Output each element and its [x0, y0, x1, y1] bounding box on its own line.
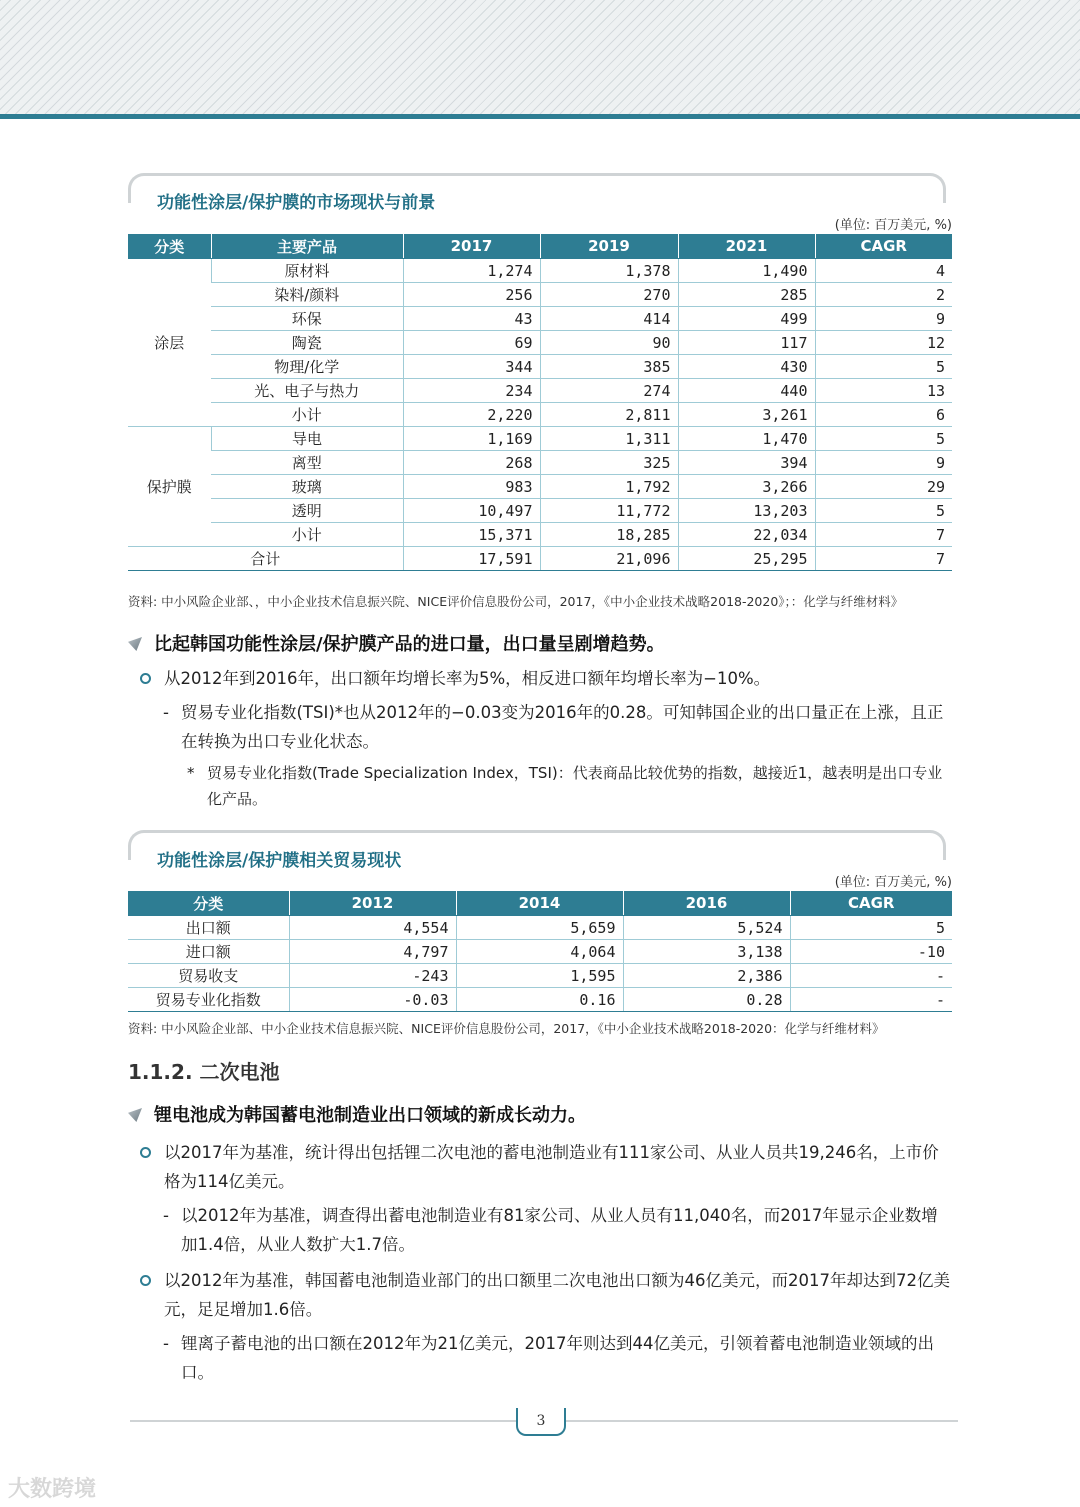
total-row [128, 547, 952, 571]
product-cell: 陶瓷 [211, 331, 403, 355]
page-number: 3 [516, 1408, 566, 1436]
group-cell: 涂层 [128, 259, 211, 427]
product-cell: 环保 [211, 307, 403, 331]
value-cell: 5,524 [623, 916, 790, 940]
cagr-cell: 29 [815, 475, 952, 499]
product-cell: 光、电子与热力 [211, 379, 403, 403]
value-cell: 499 [678, 307, 815, 331]
cagr-cell: 7 [815, 523, 952, 547]
value-cell: 1,792 [540, 475, 678, 499]
table-row [128, 259, 952, 283]
col-header: 2014 [456, 891, 623, 916]
col-header: 分类 [128, 891, 289, 916]
product-cell: 透明 [211, 499, 403, 523]
value-cell: 1,311 [540, 427, 678, 451]
col-header: 分类 [128, 234, 211, 259]
value-cell: 17,591 [403, 547, 540, 571]
circle-item: 从2012年到2016年，出口额年均增长率为5%，相反进口额年均增长率为−10%。 [140, 664, 952, 693]
product-cell: 小计 [211, 523, 403, 547]
product-cell: 原材料 [211, 259, 403, 283]
value-cell: 18,285 [540, 523, 678, 547]
table-row [128, 964, 952, 988]
value-cell: 4,064 [456, 940, 623, 964]
table-row [128, 451, 952, 475]
value-cell: 4,554 [289, 916, 456, 940]
category-cell: 贸易收支 [128, 964, 289, 988]
product-cell: 物理/化学 [211, 355, 403, 379]
cagr-cell: -10 [790, 940, 952, 964]
header-pattern [0, 0, 1080, 114]
value-cell: 2,811 [540, 403, 678, 427]
table-row [128, 940, 952, 964]
cagr-cell: 13 [815, 379, 952, 403]
table-row [128, 355, 952, 379]
headline-1: 比起韩国功能性涂层/保护膜产品的进口量，出口量呈剧增趋势。 [128, 630, 665, 656]
cagr-cell: - [790, 988, 952, 1012]
value-cell: 4,797 [289, 940, 456, 964]
col-header: 2019 [540, 234, 678, 259]
value-cell: 2,386 [623, 964, 790, 988]
value-cell: 0.28 [623, 988, 790, 1012]
value-cell: 1,490 [678, 259, 815, 283]
table-row [128, 283, 952, 307]
cagr-cell: 5 [815, 427, 952, 451]
value-cell: 440 [678, 379, 815, 403]
category-cell: 出口额 [128, 916, 289, 940]
table-row [128, 499, 952, 523]
value-cell: 414 [540, 307, 678, 331]
table-row [128, 916, 952, 940]
footnote: * 贸易专业化指数(Trade Specialization Index，TSI)：代表商品比较优势的指数，越接近1，越表明是出口专业化产品。 [187, 764, 943, 808]
category-cell: 贸易专业化指数 [128, 988, 289, 1012]
table-header-row [128, 234, 952, 259]
cagr-cell: 5 [815, 355, 952, 379]
circle-bullet-icon [140, 1147, 151, 1158]
total-label: 合计 [128, 547, 403, 571]
cagr-cell: 9 [815, 307, 952, 331]
value-cell: 43 [403, 307, 540, 331]
table-row [128, 523, 952, 547]
product-cell: 小计 [211, 403, 403, 427]
col-header: 主要产品 [211, 234, 403, 259]
value-cell: 256 [403, 283, 540, 307]
table2-title: 功能性涂层/保护膜相关贸易现状 [157, 851, 402, 871]
value-cell: 430 [678, 355, 815, 379]
cagr-cell: 12 [815, 331, 952, 355]
table-row [128, 379, 952, 403]
header-rule [0, 114, 1080, 119]
value-cell: 1,378 [540, 259, 678, 283]
col-header: 2016 [623, 891, 790, 916]
value-cell: 344 [403, 355, 540, 379]
value-cell: 1,470 [678, 427, 815, 451]
value-cell: 394 [678, 451, 815, 475]
table-row [128, 331, 952, 355]
value-cell: 3,261 [678, 403, 815, 427]
table-row [128, 475, 952, 499]
group-cell: 保护膜 [128, 427, 211, 547]
cagr-cell: 6 [815, 403, 952, 427]
value-cell: 10,497 [403, 499, 540, 523]
value-cell: 1,169 [403, 427, 540, 451]
value-cell: 15,371 [403, 523, 540, 547]
dash-item: - 贸易专业化指数(TSI)*也从2012年的−0.03变为2016年的0.28。可知韩国企业的出口量正在上涨，且正在转换为出口专业化状态。 [163, 703, 944, 751]
col-header: CAGR [790, 891, 952, 916]
value-cell: 0.16 [456, 988, 623, 1012]
cagr-cell: 2 [815, 283, 952, 307]
table-row [128, 403, 952, 427]
cagr-cell: - [790, 964, 952, 988]
product-cell: 玻璃 [211, 475, 403, 499]
value-cell: 1,274 [403, 259, 540, 283]
value-cell: 274 [540, 379, 678, 403]
col-header: CAGR [815, 234, 952, 259]
cagr-cell: 9 [815, 451, 952, 475]
circle-bullet-icon [140, 673, 151, 684]
watermark: 大数跨境 [8, 1477, 97, 1502]
value-cell: 268 [403, 451, 540, 475]
table-row [128, 307, 952, 331]
circle-item: 以2012年为基准，韩国蓄电池制造业部门的出口额里二次电池出口额为46亿美元，而2017年却达到72亿美元，足足增加1.6倍。 [140, 1266, 952, 1324]
cagr-cell: 5 [790, 916, 952, 940]
dash-item: - 以2012年为基准，调查得出蓄电池制造业有81家公司、从业人员有11,040名，而2017年显示企业数增加1.4倍，从业人数扩大1.7倍。 [163, 1206, 938, 1254]
value-cell: 1,595 [456, 964, 623, 988]
category-cell: 进口额 [128, 940, 289, 964]
value-cell: 3,138 [623, 940, 790, 964]
bullet-arrow-icon [128, 1108, 142, 1122]
product-cell: 离型 [211, 451, 403, 475]
value-cell: 25,295 [678, 547, 815, 571]
product-cell: 导电 [211, 427, 403, 451]
value-cell: 3,266 [678, 475, 815, 499]
col-header: 2017 [403, 234, 540, 259]
value-cell: -0.03 [289, 988, 456, 1012]
value-cell: 325 [540, 451, 678, 475]
table1-title: 功能性涂层/保护膜的市场现状与前景 [157, 193, 436, 213]
value-cell: 234 [403, 379, 540, 403]
value-cell: 285 [678, 283, 815, 307]
table-row [128, 427, 952, 451]
section-heading: 1.1.2. 二次电池 [128, 1060, 280, 1084]
value-cell: 5,659 [456, 916, 623, 940]
value-cell: 117 [678, 331, 815, 355]
market-table [128, 234, 952, 571]
cagr-cell: 5 [815, 499, 952, 523]
product-cell: 染料/颜料 [211, 283, 403, 307]
circle-bullet-icon [140, 1275, 151, 1286]
table-header-row [128, 891, 952, 916]
value-cell: 90 [540, 331, 678, 355]
table1-source: 资料: 中小风险企业部、，中小企业技术信息振兴院、NICE评价信息股份公司，2017，《中小企业技术战略2018-2020》；：化学与纤维材料》 [128, 594, 904, 609]
value-cell: 385 [540, 355, 678, 379]
cagr-cell: 4 [815, 259, 952, 283]
headline-2: 锂电池成为韩国蓄电池制造业出口领域的新成长动力。 [128, 1101, 586, 1127]
table1-unit: (单位: 百万美元, %) [834, 218, 952, 233]
value-cell: -243 [289, 964, 456, 988]
trade-table [128, 891, 952, 1012]
value-cell: 21,096 [540, 547, 678, 571]
value-cell: 69 [403, 331, 540, 355]
table2-source: 资料: 中小风险企业部、中小企业技术信息振兴院、NICE评价信息股份公司，2017，《中小企业技术战略2018-2020：化学与纤维材料》 [128, 1021, 885, 1036]
col-header: 2021 [678, 234, 815, 259]
value-cell: 22,034 [678, 523, 815, 547]
value-cell: 270 [540, 283, 678, 307]
table-row [128, 988, 952, 1012]
value-cell: 983 [403, 475, 540, 499]
circle-item: 以2017年为基准，统计得出包括锂二次电池的蓄电池制造业有111家公司、从业人员共19,246名，上市价格为114亿美元。 [140, 1138, 952, 1196]
cagr-cell: 7 [815, 547, 952, 571]
bullet-arrow-icon [128, 637, 142, 651]
table2-unit: (单位: 百万美元, %) [834, 875, 952, 890]
value-cell: 13,203 [678, 499, 815, 523]
col-header: 2012 [289, 891, 456, 916]
value-cell: 11,772 [540, 499, 678, 523]
dash-item: - 锂离子蓄电池的出口额在2012年为21亿美元，2017年则达到44亿美元，引领着蓄电池制造业领域的出口。 [163, 1334, 934, 1382]
value-cell: 2,220 [403, 403, 540, 427]
